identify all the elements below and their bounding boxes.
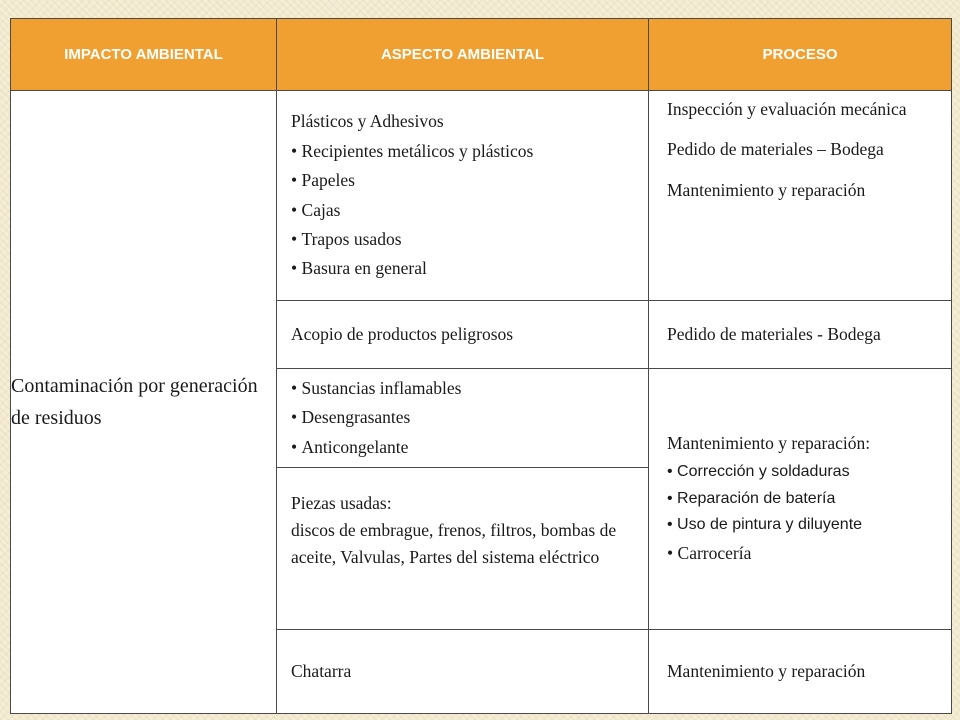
process-list [667,459,939,569]
process-text: Mantenimiento y reparación [667,660,866,681]
aspect-cell [277,468,649,630]
aspect-cell [277,369,649,468]
list-item: • Reparación de batería [667,486,939,513]
environmental-impact-table [10,18,952,714]
impact-cell [11,91,277,714]
list-item: • Sustancias inflamables [291,374,634,403]
list-item: • Papeles [291,166,634,195]
list-item: • Uso de pintura y diluyente [667,512,939,539]
list-item: • Cajas [291,196,634,225]
process-line: Inspección y evaluación mecánica [667,99,907,119]
aspect-list [291,137,634,284]
aspect-title: Piezas usadas: [291,493,392,513]
list-item: • Corrección y soldaduras [667,459,939,486]
aspect-cell [277,630,649,714]
list-item: • Carrocería [667,539,939,568]
process-title: Mantenimiento y reparación: [667,433,871,454]
aspect-cell [277,301,649,369]
process-cell [649,301,952,369]
process-line: Pedido de materiales – Bodega [667,139,884,160]
header-row [11,19,952,91]
aspect-list [291,374,634,462]
aspect-title: Chatarra [291,660,352,681]
process-cell [649,630,952,714]
table-row [11,91,952,301]
process-cell [649,91,952,301]
list-item: • Anticongelante [291,433,634,462]
header-process: PROCESO [649,19,952,91]
process-text: Pedido de materiales - Bodega [667,323,881,344]
aspect-cell [277,91,649,301]
aspect-text: discos de embrague, frenos, filtros, bombas de aceite, Valvulas, Partes del sistema eléctrico [291,520,617,568]
aspect-title: Acopio de productos peligrosos [291,323,514,344]
header-impact: IMPACTO AMBIENTAL [11,19,277,91]
list-item: • Trapos usados [291,225,634,254]
process-line: Mantenimiento y reparación [667,179,866,200]
impact-text: Contaminación por generación de residuos [11,375,258,429]
header-aspect: ASPECTO AMBIENTAL [277,19,649,91]
list-item: • Basura en general [291,254,634,283]
process-cell-shared [649,369,952,630]
aspect-title: Plásticos y Adhesivos [291,111,444,132]
list-item: • Recipientes metálicos y plásticos [291,137,634,166]
list-item: • Desengrasantes [291,403,634,432]
